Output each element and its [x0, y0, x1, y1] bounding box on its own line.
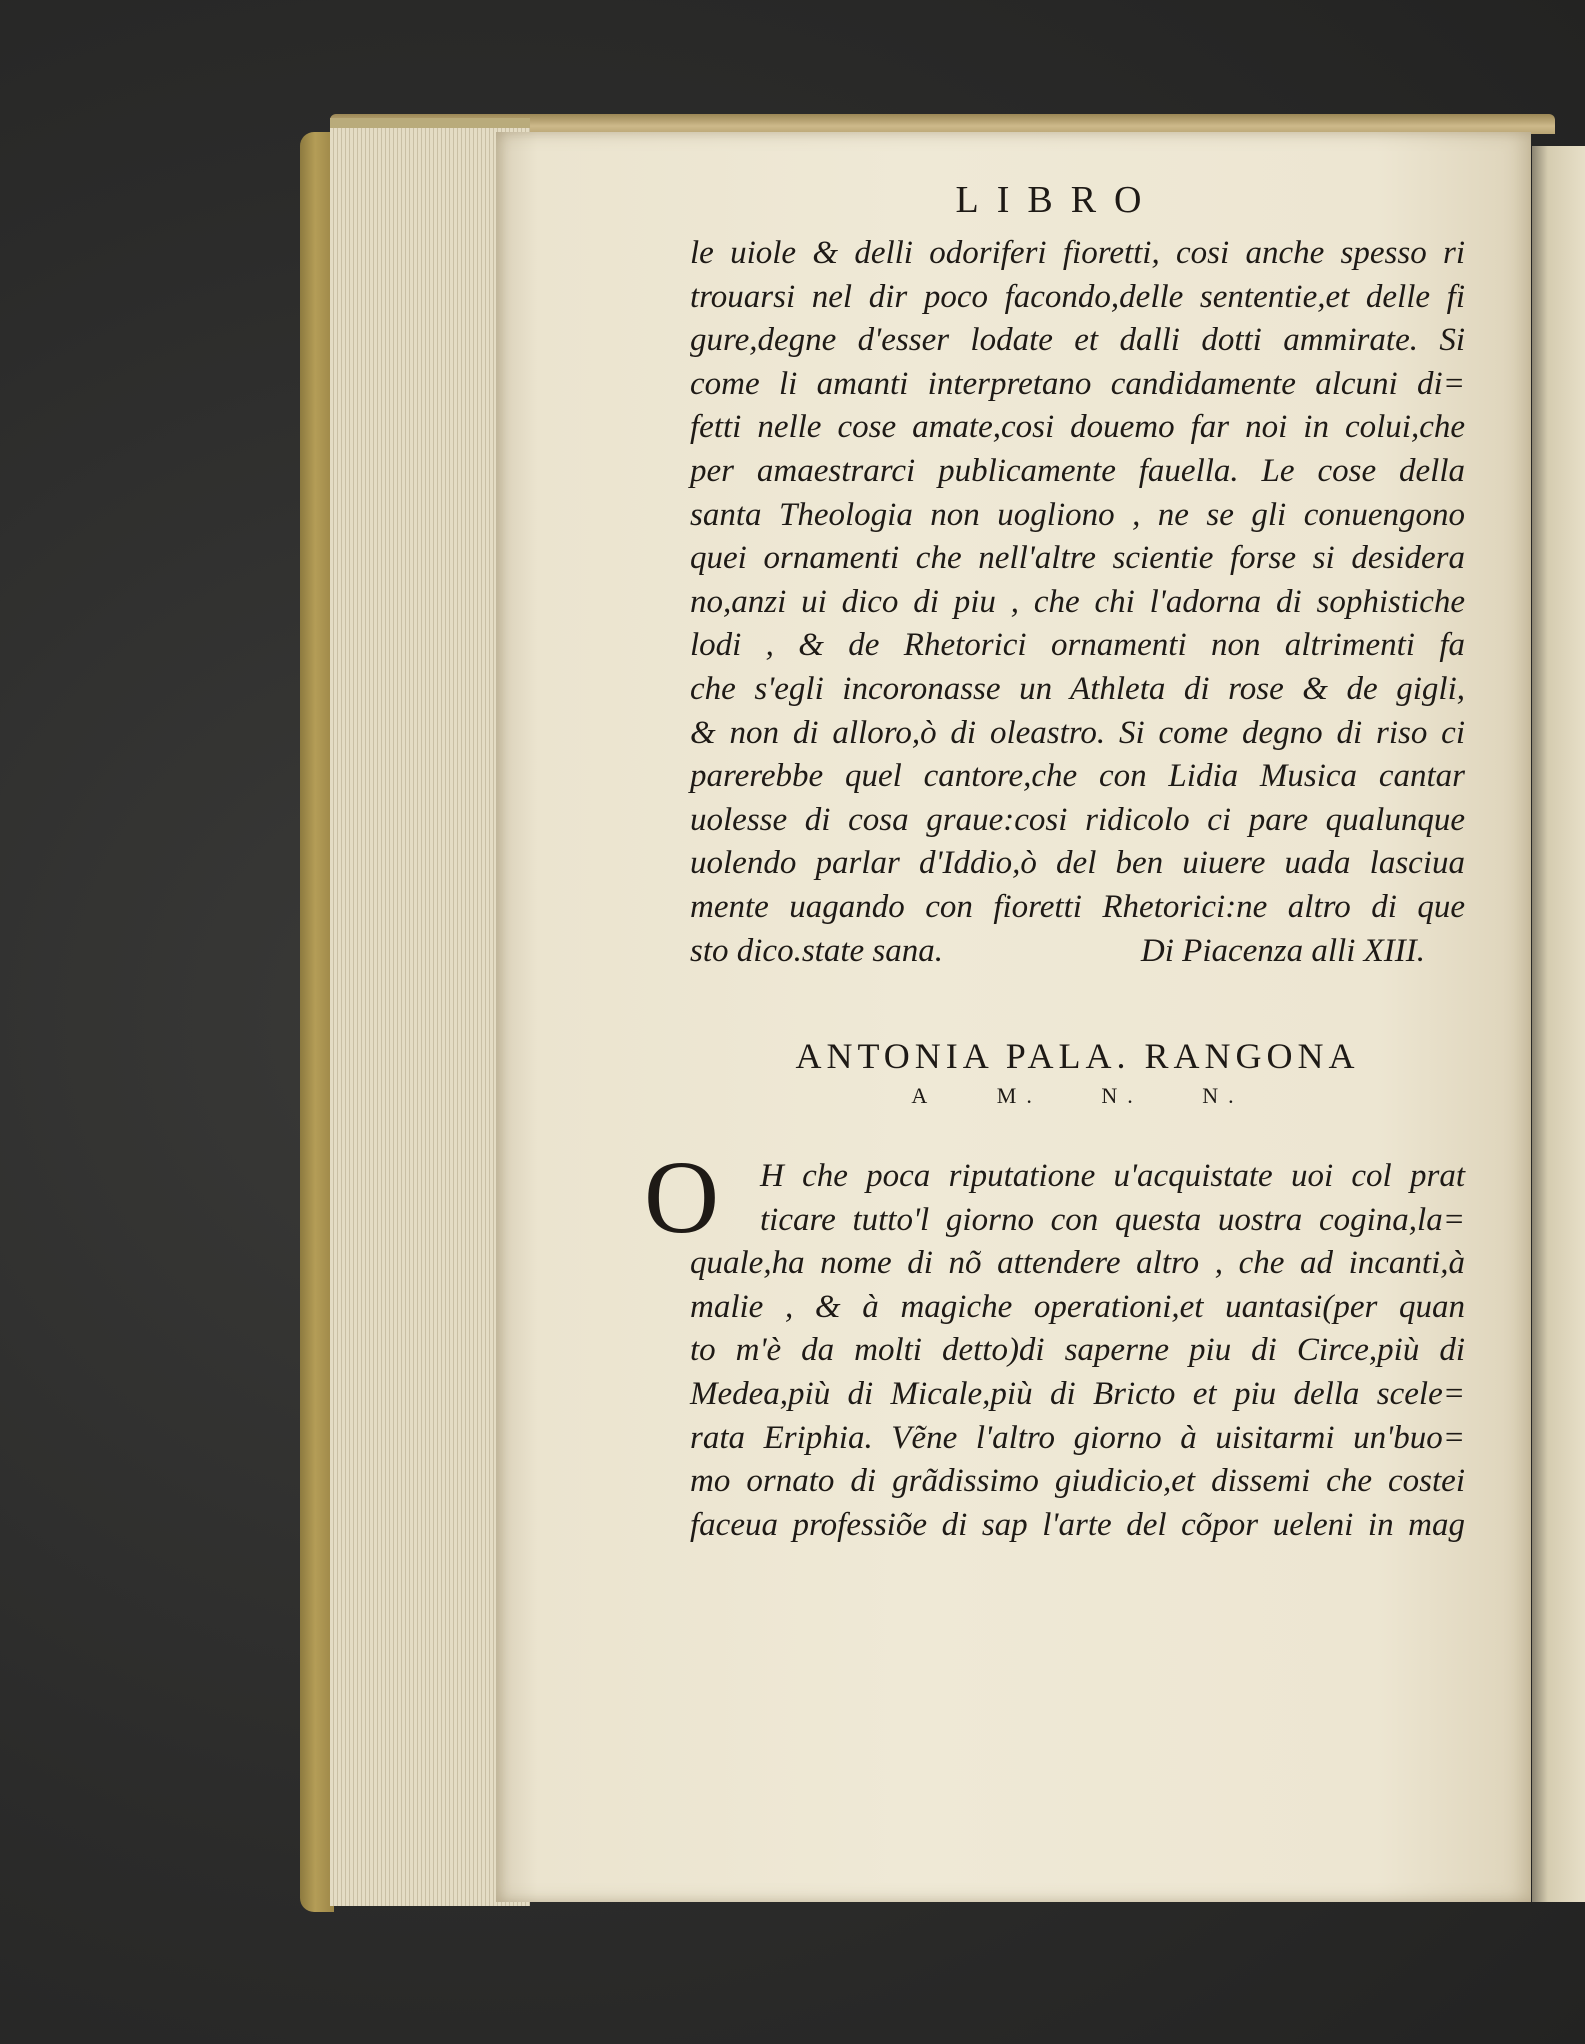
- text-line: no,anzi ui dico di piu , che chi l'adorna di sophistiche: [690, 583, 1465, 620]
- signoff-line: [690, 930, 1465, 974]
- text-line: quale,ha nome di nõ attendere altro , che ad incanti,à: [690, 1245, 1465, 1282]
- text-line: uolesse di cosa graue:cosi ridicolo ci pare qualunque: [690, 801, 1465, 838]
- signoff-closing: sto dico.state sana.: [690, 932, 943, 969]
- text-line: gure,degne d'esser lodate et dalli dotti ammirate. Si: [690, 322, 1465, 359]
- subheading-item: N.: [1202, 1083, 1244, 1109]
- text-line: quei ornamenti che nell'altre scientie forse si desidera: [690, 540, 1465, 577]
- text-line: lodi , & de Rhetorici ornamenti non altrimenti fa: [690, 627, 1465, 664]
- running-head: LIBRO: [955, 179, 1160, 221]
- text-line: mo ornato di grãdissimo giudicio,et dissemi che costei: [690, 1463, 1465, 1500]
- text-line: ticare tutto'l giorno con questa uostra cogina,la=: [760, 1201, 1465, 1238]
- text-line: H che poca riputatione u'acquistate uoi col prat: [760, 1158, 1465, 1195]
- text-line: mente uagando con fioretti Rhetorici:ne altro di que: [690, 888, 1465, 925]
- text-line: per amaestrarci publicamente fauella. Le cose della: [690, 452, 1465, 489]
- letter-heading: ANTONIA PALA. RANGONA: [795, 1036, 1360, 1077]
- subheading-item: M.: [996, 1083, 1042, 1109]
- text-line: to m'è da molti detto)di saperne piu di Circe,più di: [690, 1332, 1465, 1369]
- book-cover-edge: [300, 132, 334, 1912]
- text-line: rata Eriphia. Vẽne l'altro giorno à uisitarmi un'buo=: [690, 1419, 1465, 1456]
- text-line: fetti nelle cose amate,cosi douemo far noi in colui,che: [690, 409, 1465, 446]
- paragraph-1: [690, 232, 1465, 973]
- text-line: parerebbe quel cantore,che con Lidia Musica cantar: [690, 758, 1465, 795]
- subheading-item: A: [911, 1083, 938, 1109]
- signoff-date: Di Piacenza alli XIII.: [1140, 932, 1425, 969]
- text-line: santa Theologia non uogliono , ne se gli conuengono: [690, 496, 1465, 533]
- text-line: malie , & à magiche operationi,et uantasi(per quan: [690, 1288, 1465, 1325]
- text-line: che s'egli incoronasse un Athleta di rose & de gigli,: [690, 670, 1465, 707]
- facing-page-edge: [1532, 146, 1585, 1902]
- drop-cap: O: [644, 1140, 720, 1256]
- text-line: faceua professiõe di sap l'arte del cõpor ueleni in mag: [690, 1506, 1465, 1543]
- letter-subheading: [690, 1083, 1465, 1109]
- text-line: le uiole & delli odoriferi fioretti, cosi anche spesso ri: [690, 235, 1465, 271]
- text-line: uolendo parlar d'Iddio,ò del ben uiuere uada lasciua: [690, 845, 1465, 882]
- paragraph-2: [644, 1140, 1465, 1547]
- text-line: & non di alloro,ò di oleastro. Si come degno di riso ci: [690, 714, 1465, 751]
- text-line: come li amanti interpretano candidamente alcuni di=: [690, 365, 1465, 402]
- text-line: Medea,più di Micale,più di Bricto et piu della scele=: [690, 1376, 1465, 1413]
- page-text: [644, 178, 1465, 1547]
- subheading-item: N.: [1101, 1083, 1143, 1109]
- text-line: trouarsi nel dir poco facondo,delle sententie,et delle fi: [690, 278, 1465, 315]
